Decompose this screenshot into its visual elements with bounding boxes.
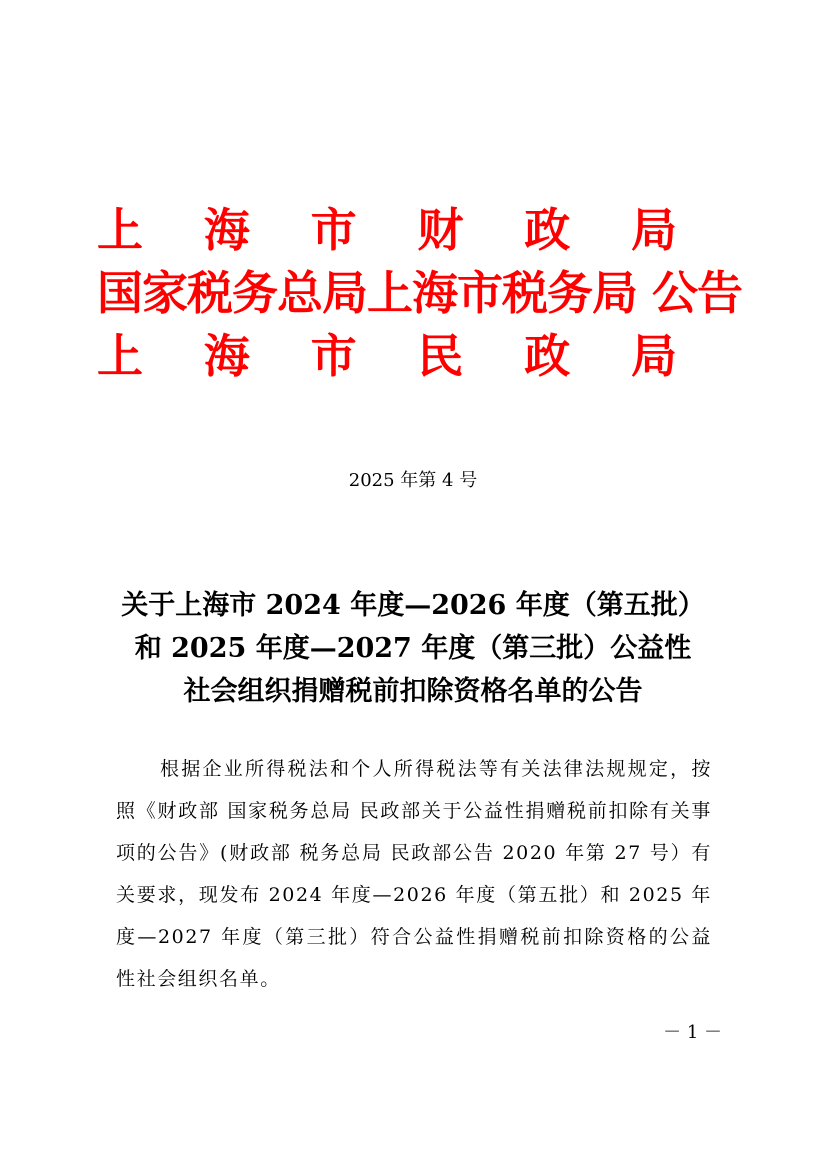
title-line-3: 社会组织捐赠税前扣除资格名单的公告 (183, 676, 643, 707)
document-number: 2025 年第 4 号 (348, 470, 478, 491)
issuer-char: 局 (630, 203, 677, 257)
page-number: － 1 － (663, 1022, 722, 1043)
issuer-char: 民 (417, 329, 464, 383)
issuer-char: 市 (310, 329, 357, 383)
issuer-char: 海 (203, 329, 250, 383)
issuer-char: 海 (203, 203, 250, 257)
title-line-1: 关于上海市 2024 年度—2026 年度（第五批） (121, 590, 705, 621)
issuer-char: 市 (310, 203, 357, 257)
issuer-char: 局 (630, 329, 677, 383)
issuer-tax-bureau-announcement: 国家税务总局上海市税务局 公告 (97, 266, 743, 320)
issuer-char: 政 (524, 203, 571, 257)
issuer-char: 财 (417, 203, 464, 257)
title-line-2: 和 2025 年度—2027 年度（第三批）公益性 (134, 633, 692, 664)
issuer-char: 政 (524, 329, 571, 383)
issuer-shanghai-finance-bureau (97, 201, 677, 259)
issuer-char: 上 (97, 203, 143, 257)
body-paragraph: 根据企业所得税法和个人所得税法等有关法律法规规定，按照《财政部 国家税务总局 民政部关于公益性捐赠税前扣除有关事项的公告》(财政部 税务总局 民政部公告 2020 年第 27 号）有关要求，现发布 2024 年度—2026 年度（第五批）和 2025 年度—2027 年度（第三批）符合公益性捐赠税前扣除资格的公益性社会组织名单。 (116, 758, 712, 990)
document-title (60, 584, 766, 713)
issuer-char: 上 (97, 329, 143, 383)
issuer-shanghai-civil-affairs-bureau (97, 327, 677, 385)
